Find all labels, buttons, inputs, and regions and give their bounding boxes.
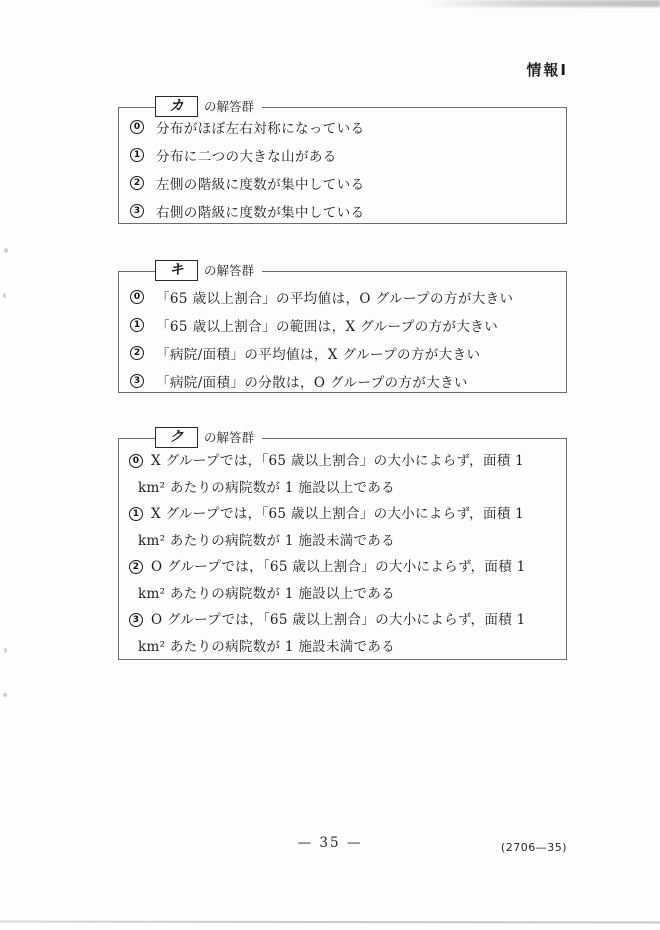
option-number-badge: 0 — [130, 120, 144, 134]
answer-option — [130, 197, 566, 225]
scan-speck — [3, 693, 7, 697]
answer-option — [130, 169, 566, 197]
option-text: 「病院/面積」の分散は，O グループの方が大きい — [156, 375, 468, 391]
answer-group-ku — [118, 429, 567, 660]
scan-smudge-top — [422, 0, 660, 7]
options-list — [119, 272, 566, 392]
answer-group-suffix: の解答群 — [198, 427, 262, 448]
scan-speck — [4, 248, 8, 253]
answer-option — [130, 311, 566, 339]
option-text: 右側の階級に度数が集中している — [156, 205, 365, 221]
answer-group-header — [155, 96, 262, 117]
option-text: 「65 歳以上割合」の平均値は，O グループの方が大きい — [156, 291, 514, 307]
question-label-box: カ — [155, 96, 198, 117]
option-number-badge: 0 — [129, 454, 143, 468]
option-text: 左側の階級に度数が集中している — [156, 177, 365, 193]
option-text: X グループでは，「65 歳以上割合」の大小によらず，面積 1 km² あたりの病院数が 1 施設未満である — [138, 506, 525, 549]
page-title: 情報Ⅰ — [526, 61, 568, 79]
option-text: X グループでは，「65 歳以上割合」の大小によらず，面積 1 km² あたりの病院数が 1 施設以上である — [138, 453, 525, 496]
option-text: 「65 歳以上割合」の範囲は，X グループの方が大きい — [156, 319, 499, 335]
option-text: 分布に二つの大きな山がある — [156, 149, 337, 165]
answer-group-suffix: の解答群 — [198, 96, 262, 117]
answer-option — [130, 283, 566, 311]
answer-group-header — [155, 427, 262, 448]
scan-edge-line — [0, 921, 660, 924]
answer-option — [130, 339, 566, 367]
document-code: (2706—35) — [500, 841, 567, 854]
option-text: 分布がほぼ左右対称になっている — [156, 121, 365, 137]
answer-option — [132, 554, 542, 607]
option-number-badge: 3 — [130, 204, 144, 218]
option-number-badge: 3 — [129, 613, 143, 627]
answer-option — [130, 141, 566, 169]
options-list — [119, 108, 566, 223]
option-number-badge: 2 — [130, 346, 144, 360]
answer-option — [130, 113, 566, 141]
option-text: O グループでは，「65 歳以上割合」の大小によらず，面積 1 km² あたりの病院数が 1 施設未満である — [138, 612, 526, 655]
answer-group-ki — [118, 262, 567, 393]
answer-group-header — [155, 260, 262, 281]
question-label-box: ク — [155, 427, 198, 448]
answer-option — [132, 448, 542, 501]
answer-option — [132, 607, 542, 660]
option-number-badge: 1 — [130, 148, 144, 162]
scan-speck — [3, 293, 6, 298]
option-number-badge: 0 — [130, 290, 144, 304]
option-text: O グループでは，「65 歳以上割合」の大小によらず，面積 1 km² あたりの病院数が 1 施設以上である — [138, 559, 526, 602]
option-number-badge: 3 — [130, 374, 144, 388]
options-list — [119, 439, 566, 659]
answer-option — [130, 367, 566, 395]
answer-option — [132, 501, 542, 554]
option-number-badge: 2 — [130, 176, 144, 190]
page-number: — 35 — — [297, 835, 363, 851]
question-label-box: キ — [155, 260, 198, 281]
option-number-badge: 1 — [130, 318, 144, 332]
answer-group-ka — [118, 98, 567, 224]
option-number-badge: 1 — [129, 507, 143, 521]
scan-speck — [4, 648, 7, 653]
answer-group-suffix: の解答群 — [198, 260, 262, 281]
option-text: 「病院/面積」の平均値は，X グループの方が大きい — [156, 347, 481, 363]
option-number-badge: 2 — [129, 560, 143, 574]
